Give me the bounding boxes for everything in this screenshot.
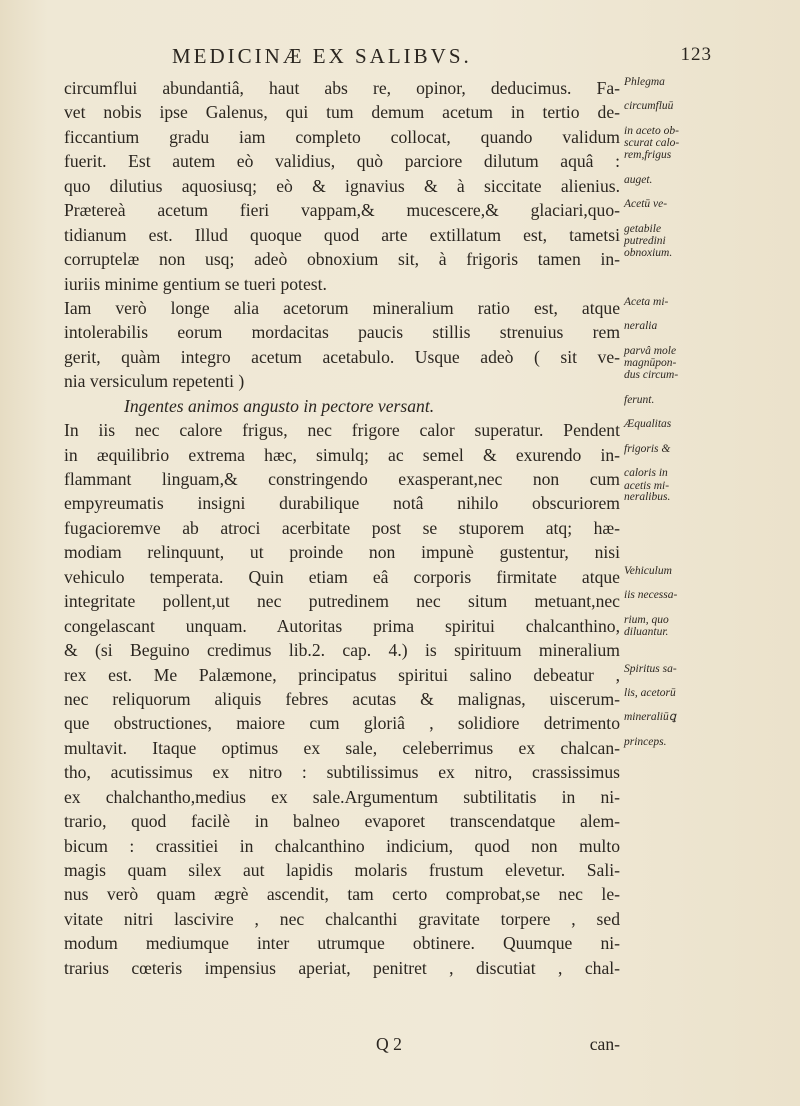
- marginal-note: neralia: [624, 320, 658, 333]
- text-line: corruptelæ non usq; adeò obnoxium sit, à frigoris tamen in-: [64, 249, 620, 270]
- marginal-note: rem,frigus: [624, 149, 672, 162]
- marginal-note: Aceta mi-: [624, 295, 669, 308]
- text-line: bicum : crassitiei in chalcanthino indicium, quod non multo: [64, 835, 620, 856]
- text-line: gerit, quàm integro acetum acetabulo. Usque adeò ( sit ve-: [64, 346, 620, 367]
- text-line: magis quam silex aut lapidis molaris frustum elevetur. Sali-: [64, 860, 620, 880]
- text-line: [64, 1005, 620, 1029]
- text-line: rex est. Me Palæmone, principatus spiritui salino debeatur ,: [64, 664, 620, 685]
- catchword: can-: [589, 1034, 620, 1054]
- text-line: intolerabilis eorum mordacitas paucis stillis strenuius rem: [64, 322, 620, 343]
- marginal-note: [624, 540, 714, 564]
- text-line: integritate pollent,ut nec putredinem nec situm metuant,nec: [64, 591, 620, 612]
- text-line: modiam relinquunt, ut proinde non impunè gustentur, nisi: [64, 542, 620, 563]
- main-text: [64, 76, 620, 1029]
- marginal-note: [624, 516, 714, 540]
- text-line: vitate nitri lascivire , nec chalcanthi gravitate torpere , sed: [64, 908, 620, 929]
- page-number: 123: [680, 44, 712, 65]
- verse-line: Ingentes animos angusto in pectore versant.: [124, 395, 435, 416]
- text-line: fugacioremve ab atroci acerbitate post se stuporem atq; hæ-: [64, 517, 620, 538]
- marginal-note: Acetū ve-: [624, 198, 668, 211]
- text-line: in æquilibrio extrema hæc, simulq; ac semel & exurendo in-: [64, 444, 620, 465]
- text-line: vet nobis ipse Galenus, qui tum demum acetum in tertio de-: [64, 102, 620, 123]
- marginal-note: parvâ mole magnūpon-: [624, 344, 677, 370]
- text-line: trario, quod facilè in balneo evaporet transcendatque alem-: [64, 811, 620, 832]
- marginal-note: caloris in acetis mi-: [624, 467, 670, 492]
- marginal-note: Spiritus sa-: [624, 662, 677, 675]
- text-line: ficcantium gradu iam completo collocat, quando validum: [64, 126, 620, 147]
- page-footer: [64, 1034, 620, 1058]
- text-line: nia versiculum repetenti ): [64, 371, 245, 392]
- marginal-note: frigoris &: [624, 442, 671, 455]
- text-line: iuriis minime gentium se tueri potest.: [64, 273, 327, 294]
- marginal-note: neralibus.: [624, 491, 671, 504]
- running-header: [172, 44, 712, 70]
- marginal-note: getabile putredini: [624, 222, 666, 248]
- text-line: circumflui abundantiâ, haut abs re, opinor, deducimus. Fa-: [64, 78, 620, 98]
- marginal-note: princeps.: [624, 735, 667, 748]
- text-line: Iam verò longe alia acetorum mineralium ratio est, atque: [64, 297, 620, 318]
- marginal-note: in aceto ob- scurat calo-: [624, 124, 680, 150]
- text-line: que obstructiones, maiore cum gloriâ , solidiore detrimento: [64, 713, 620, 734]
- text-line: quo dilutius aquosiusq; eò & ignavius & à siccitate alienius.: [64, 175, 620, 196]
- signature-mark: Q 2: [376, 1034, 402, 1054]
- text-line: vehiculo temperata. Quin etiam eâ corporis firmitate atque: [64, 566, 620, 587]
- marginal-note: ferunt.: [624, 393, 655, 406]
- marginal-note: auget.: [624, 173, 653, 186]
- text-line: nec reliquorum aliquis febres acutas & malignas, uiscerum-: [64, 688, 620, 709]
- marginal-notes: [624, 76, 714, 760]
- text-line: ex chalchantho,medius ex sale.Argumentum subtilitatis in ni-: [64, 786, 620, 807]
- marginal-note: iis necessa-: [624, 589, 678, 602]
- text-line: In iis nec calore frigus, nec frigore calor superatur. Pendent: [64, 420, 620, 441]
- text-line: fuerit. Est autem eò validius, quò parciore dilutum aquâ :: [64, 151, 620, 172]
- text-line: [64, 980, 620, 1004]
- text-line: nus verò quam ægrè ascendit, tam certo comprobat,se nec le-: [64, 884, 620, 905]
- marginal-note: lis, acetorū: [624, 686, 676, 699]
- marginal-note: obnoxium.: [624, 247, 673, 260]
- marginal-note: dus circum-: [624, 369, 679, 382]
- marginal-note: [624, 638, 714, 662]
- text-line: & (si Beguino credimus lib.2. cap. 4.) is spirituum mineralium: [64, 640, 620, 661]
- text-line: modum mediumque inter utrumque obtinere. Quumque ni-: [64, 933, 620, 954]
- text-line: flammant linguam,& constringendo exasperant,nec non cum: [64, 469, 620, 489]
- text-line: tidianum est. Illud quoque quod arte extillatum est, tametsi: [64, 224, 620, 245]
- text-line: trarius cœteris impensius aperiat, penitret , discutiat , chal-: [64, 957, 620, 978]
- text-line: empyreumatis insigni durabilique notâ nihilo obscuriorem: [64, 493, 620, 514]
- text-line: multavit. Itaque optimus ex sale, celeberrimus ex chalcan-: [64, 737, 620, 758]
- marginal-note: mineraliūꝗ: [624, 711, 677, 724]
- marginal-note: Phlegma: [624, 76, 665, 88]
- marginal-note: rium, quo diluantur.: [624, 613, 669, 639]
- text-line: Prætereà acetum fieri vappam,& mucescere,& glaciari,quo-: [64, 200, 620, 221]
- marginal-note: circumfluū: [624, 100, 674, 113]
- running-title: MEDICINÆ EX SALIBVS.: [172, 44, 472, 68]
- marginal-note: Vehiculum: [624, 564, 672, 577]
- marginal-note: Æqualitas: [624, 418, 672, 431]
- marginal-note: [624, 272, 714, 296]
- text-line: congelascant unquam. Autoritas prima spiritui chalcanthino,: [64, 615, 620, 636]
- text-line: tho, acutissimus ex nitro : subtilissimus ex nitro, crassissimus: [64, 762, 620, 783]
